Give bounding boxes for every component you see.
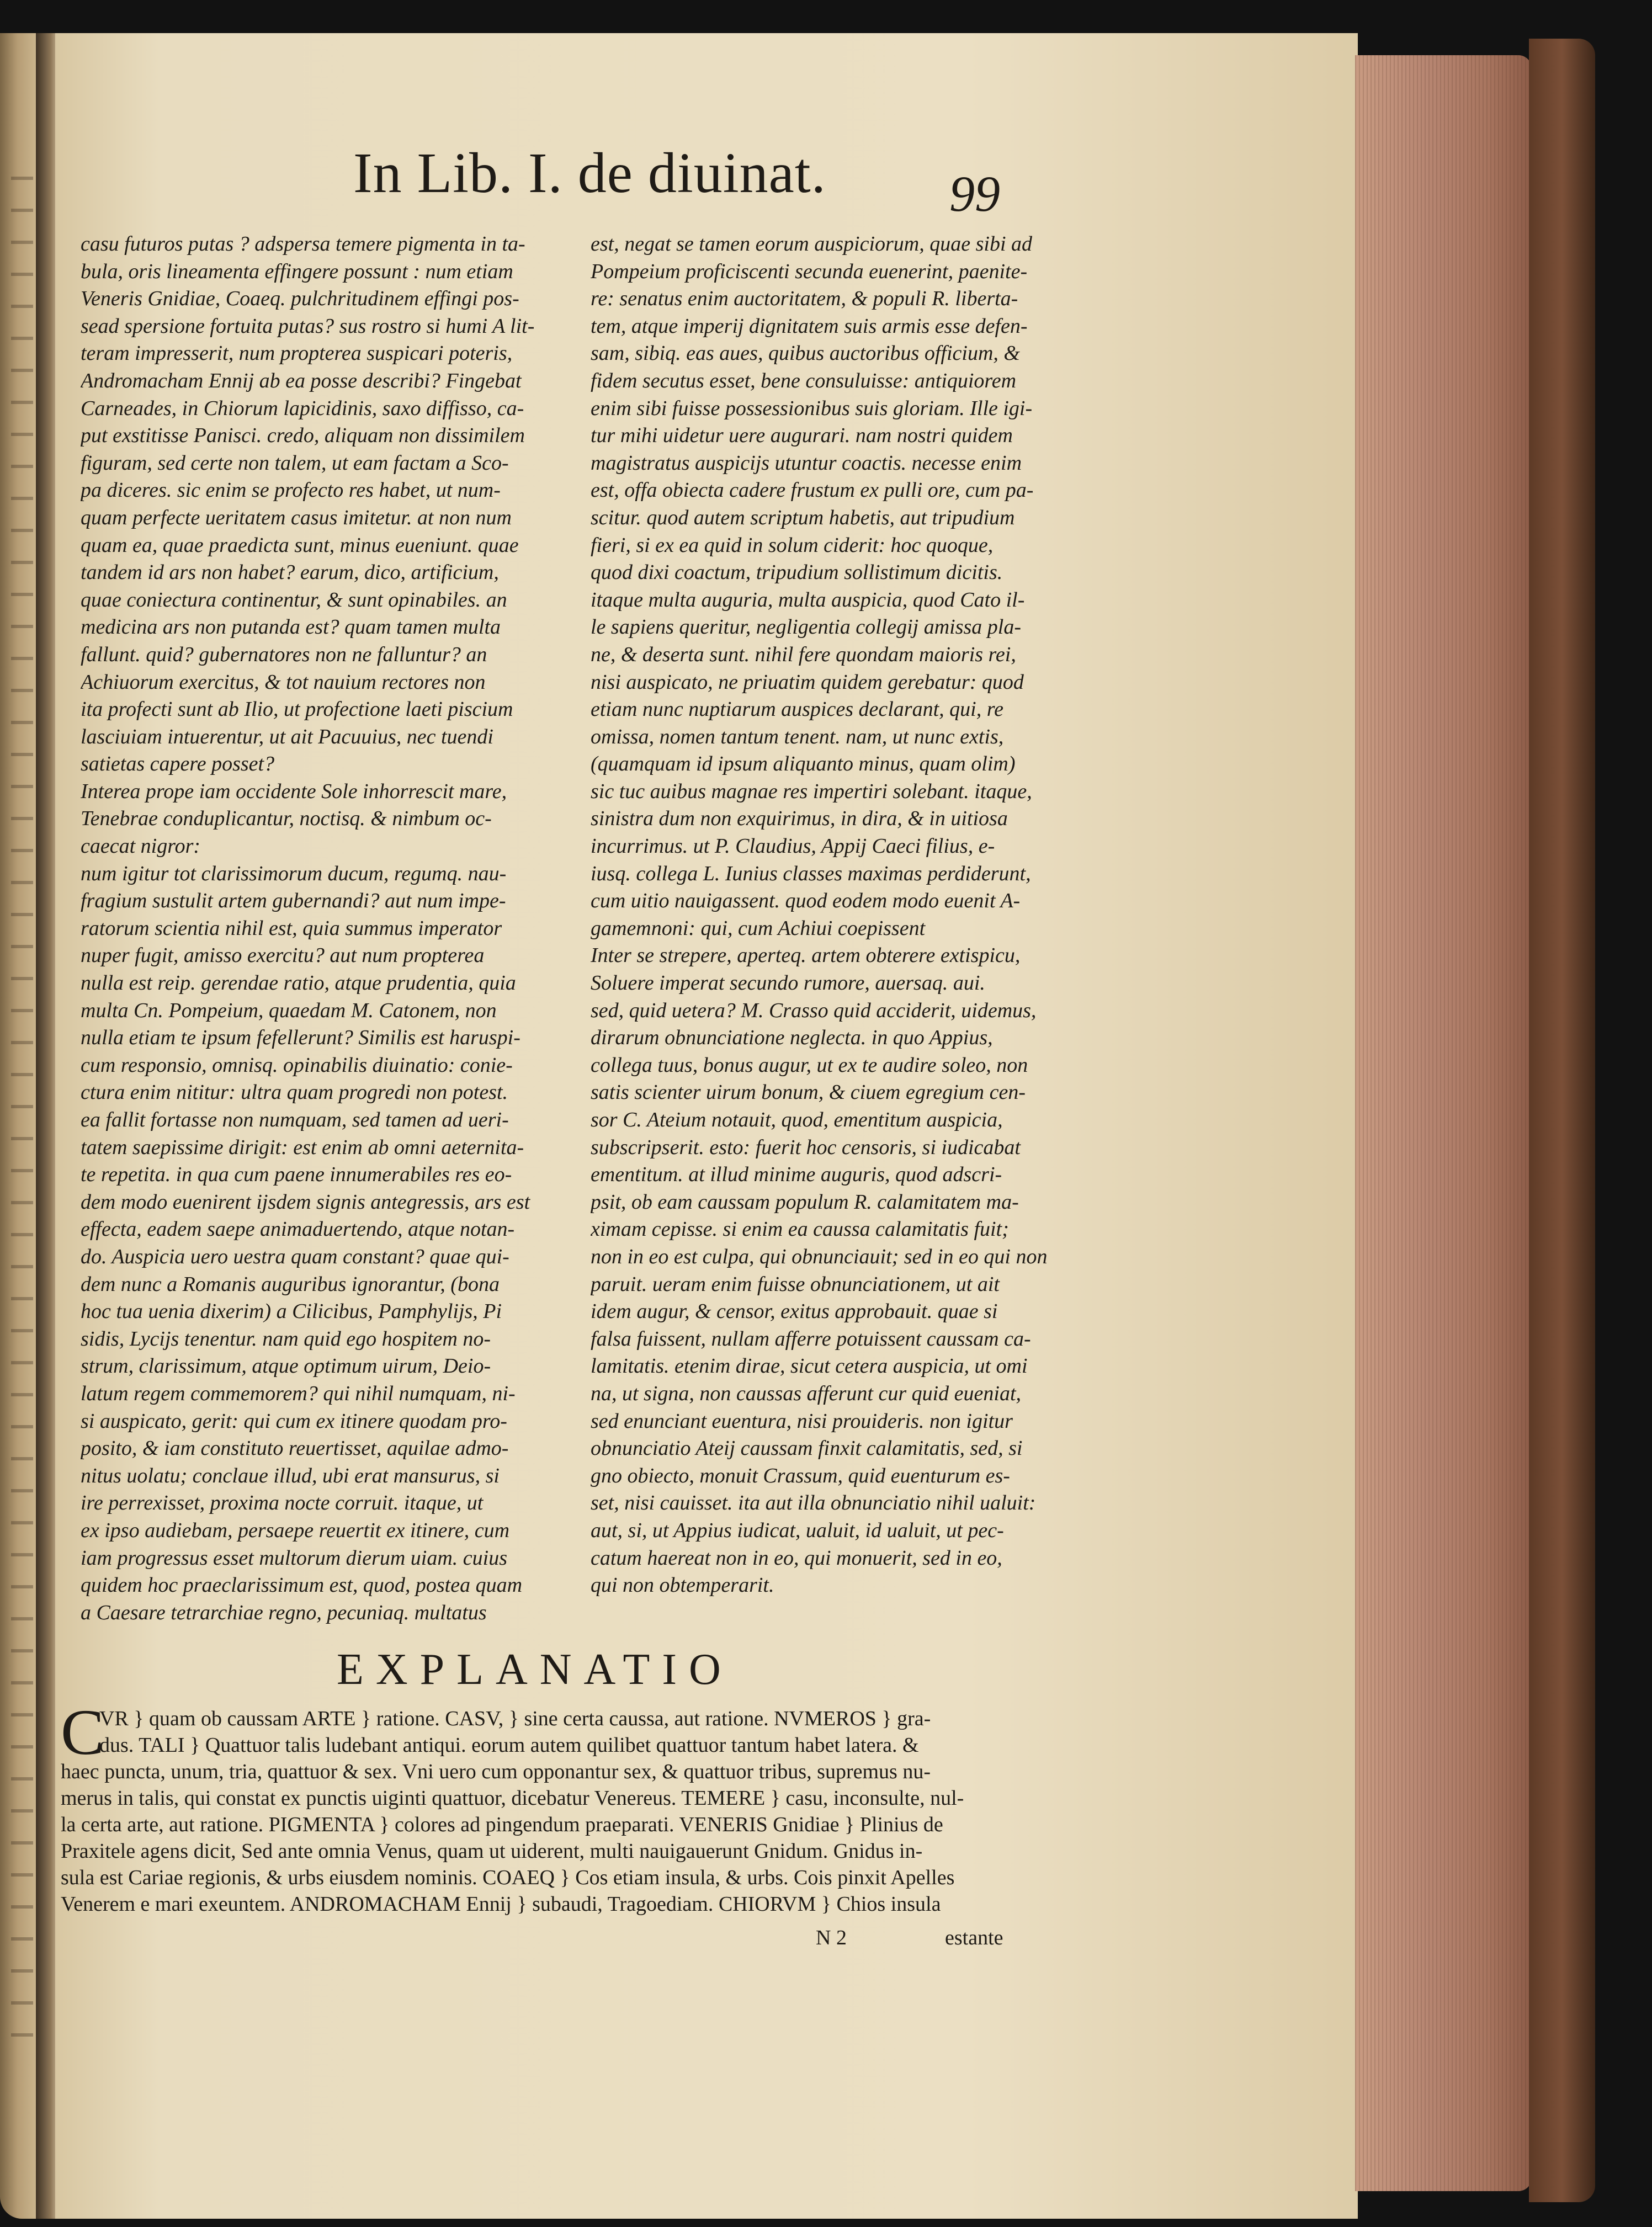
text-line: magistratus auspicijs utuntur coactis. necesse enim: [591, 451, 1022, 475]
text-line: etiam nunc nuptiarum auspices declarant, qui, re: [591, 698, 1003, 721]
text-line: Interea prope iam occidente Sole inhorrescit mare,: [81, 779, 507, 803]
text-line: itaque multa auguria, multa auspicia, quod Cato il-: [591, 588, 1025, 612]
text-line: ementitum. at illud minime auguris, quod adscri-: [591, 1163, 1002, 1187]
text-line: qui non obtemperarit.: [591, 1574, 774, 1597]
text-line: subscripserit. esto: fuerit hoc censoris, si iudicabat: [591, 1135, 1021, 1159]
text-line: medicina ars non putanda est? quam tamen multa: [81, 615, 501, 639]
text-line: sed, quid uetera? M. Crasso quid acciderit, uidemus,: [591, 998, 1037, 1022]
text-line: hoc tua uenia dixerim) a Cilicibus, Pamphylijs, Pi: [81, 1300, 502, 1324]
explanatio-heading: EXPLANATIO: [337, 1645, 733, 1694]
text-line: Inter se strepere, aperteq. artem obterere extispicu,: [591, 944, 1021, 968]
text-line: idem augur, & censor, exitus approbauit. quae si: [591, 1300, 998, 1324]
text-line: le sapiens queritur, negligentia collegij amissa pla-: [591, 615, 1021, 639]
text-line: nitus uolatu; conclaue illud, ubi erat mansurus, si: [81, 1464, 500, 1487]
text-line: caecat nigror:: [81, 835, 201, 858]
text-line: enim sibi fuisse possessionibus suis gloriam. Ille igi-: [591, 396, 1033, 420]
text-line: Soluere imperat secundo rumore, auersaq. aui.: [591, 971, 985, 995]
text-line: sula est Cariae regionis, & urbs eiusdem nominis. COAEQ } Cos etiam insula, & urbs. Cois pinxit Apelles: [61, 1866, 955, 1889]
text-line: tandem id ars non habet? earum, dico, artificium,: [81, 561, 499, 584]
text-line: sic tuc auibus magnae res impertiri solebant. itaque,: [591, 779, 1032, 803]
text-line: dem nunc a Romanis auguribus ignorantur, (bona: [81, 1272, 500, 1296]
text-line: est, negat se tamen eorum auspiciorum, quae sibi ad: [591, 232, 1033, 256]
text-line: do. Auspicia uero uestra quam constant? quae qui-: [81, 1245, 509, 1268]
text-line: fallunt. quid? gubernatores non ne falluntur? an: [81, 642, 487, 666]
text-line: falsa fuissent, nullam afferre potuissent caussam ca-: [591, 1327, 1031, 1351]
text-line: tem, atque imperij dignitatem suis armis esse defen-: [591, 314, 1028, 338]
text-line: Pompeium proficiscenti secunda euenerint, paenite-: [591, 259, 1028, 283]
text-line: est, offa obiecta cadere frustum ex pulli ore, cum pa-: [591, 479, 1034, 502]
text-line: haec puncta, unum, tria, quattuor & sex. Vni uero cum opponantur sex, & quattuor tribus, supremus nu-: [61, 1760, 931, 1783]
text-line: Achiuorum exercitus, & tot nauium rectores non: [81, 670, 486, 694]
text-line: scitur. quod autem scriptum habetis, aut tripudium: [591, 506, 1015, 529]
text-line: casu futuros putas ? adspersa temere pigmenta in ta-: [81, 232, 525, 256]
text-line: fidem secutus esset, bene consuluisse: antiquiorem: [591, 369, 1017, 392]
text-line: sidis, Lycijs tenentur. nam quid ego hospitem no-: [81, 1327, 491, 1351]
text-line: figuram, sed certe non talem, ut eam factam a Sco-: [81, 451, 509, 475]
text-line: teram impresserit, num propterea suspicari poteris,: [81, 342, 513, 365]
text-line: ita profecti sunt ab Ilio, ut profectione laeti piscium: [81, 698, 513, 721]
text-line: ea fallit fortasse non numquam, sed tamen ad ueri-: [81, 1108, 509, 1131]
running-head: In Lib. I. de diuinat.: [353, 141, 826, 205]
text-line: sinistra dum non exquirimus, in dira, & in uitiosa: [591, 807, 1008, 831]
text-line: omissa, nomen tantum tenent. nam, ut nunc extis,: [591, 725, 1004, 748]
text-line: nulla est reip. gerendae ratio, atque prudentia, quia: [81, 971, 516, 995]
text-line: quae coniectura continentur, & sunt opinabiles. an: [81, 588, 507, 612]
text-line: re: senatus enim auctoritatem, & populi R. liberta-: [591, 287, 1018, 311]
text-line: gno obiecto, monuit Crassum, quid euenturum es-: [591, 1464, 1010, 1487]
text-line: num igitur tot clarissimorum ducum, regumq. nau-: [81, 862, 507, 885]
text-line: sed enunciant euentura, nisi prouideris. non igitur: [591, 1409, 1013, 1433]
text-line: ne, & deserta sunt. nihil fere quondam maioris rei,: [591, 642, 1016, 666]
text-line: Praxitele agens dicit, Sed ante omnia Venus, quam ut uiderent, multi nauigauerunt Gnidum. Gnidus in-: [61, 1840, 923, 1863]
text-line: Tenebrae conduplicantur, noctisq. & nimbum oc-: [81, 807, 492, 831]
text-line: quam perfecte ueritatem casus imitetur. at non num: [81, 506, 512, 529]
text-line: obnunciatio Ateij caussam finxit calamitatis, sed, si: [591, 1437, 1023, 1460]
text-line: incurrimus. ut P. Claudius, Appij Caeci filius, e-: [591, 835, 995, 858]
text-line: merus in talis, qui constat ex punctis uiginti quattuor, dicebatur Venereus. TEMERE } casu, inconsulte, nul-: [61, 1787, 964, 1810]
text-line: set, nisi cauisset. ita aut illa obnunciatio nihil ualuit:: [591, 1491, 1036, 1515]
text-line: non in eo est culpa, qui obnunciauit; sed in eo qui non: [591, 1245, 1048, 1268]
text-line: lasciuiam intuerentur, ut ait Pacuuius, nec tuendi: [81, 725, 493, 748]
explanatio-commentary: [61, 1705, 1071, 1917]
text-line: a Caesare tetrarchiae regno, pecuniaq. multatus: [81, 1601, 487, 1624]
text-line: Veneris Gnidiae, Coaeq. pulchritudinem effingi pos-: [81, 287, 519, 311]
text-line: effecta, eadem saepe animaduertendo, atque notan-: [81, 1218, 515, 1241]
text-line: Carneades, in Chiorum lapicidinis, saxo diffisso, ca-: [81, 396, 524, 420]
text-line: sead spersione fortuita putas? sus rostro si humi A lit-: [81, 314, 535, 338]
text-line: quod dixi coactum, tripudium sollistimum dicitis.: [591, 561, 1003, 584]
text-line: Andromacham Ennij ab ea posse describi? Fingebat: [81, 369, 522, 392]
page-number: 99: [949, 166, 1000, 222]
text-line: iam progressus esset multorum dierum uiam. cuius: [81, 1546, 508, 1570]
text-line: sam, sibiq. eas aues, quibus auctoribus officium, &: [591, 342, 1020, 365]
text-line: dus. TALI } Quattuor talis ludebant antiqui. eorum autem quilibet quattuor tantum habet latera. &: [99, 1734, 919, 1757]
text-line: (quamquam id ipsum aliquanto minus, quam olim): [591, 752, 1016, 776]
text-line: paruit. ueram enim fuisse obnunciationem, ut ait: [591, 1272, 1000, 1296]
text-line: gamemnoni: qui, cum Achiui coepissent: [591, 916, 926, 940]
text-line: fieri, si ex ea quid in solum ciderit: hoc quoque,: [591, 533, 994, 557]
text-line: cum responsio, omnisq. opinabilis diuinatio: conie-: [81, 1053, 513, 1077]
text-line: strum, clarissimum, atque optimum uirum, Deio-: [81, 1354, 491, 1378]
text-line: la certa arte, aut ratione. PIGMENTA } colores ad pingendum praeparati. VENERIS Gnidiae } Plinius de: [61, 1813, 943, 1836]
text-line: ex ipso audiebam, persaepe reuertit ex itinere, cum: [81, 1518, 510, 1542]
text-line: dem modo euenirent ijsdem signis antegressis, ars est: [81, 1190, 530, 1214]
text-line: si auspicato, gerit: qui cum ex itinere quodam pro-: [81, 1409, 507, 1433]
main-text-left-column: [81, 231, 571, 1627]
text-line: multa Cn. Pompeium, quaedam M. Catonem, non: [81, 998, 497, 1022]
text-line: nuper fugit, amisso exercitu? aut num propterea: [81, 944, 485, 968]
text-line: nulla etiam te ipsum fefellerunt? Similis est haruspi-: [81, 1026, 520, 1050]
text-line: latum regem commemorem? qui nihil numquam, ni-: [81, 1381, 516, 1405]
text-line: ratorum scientia nihil est, quia summus imperator: [81, 916, 502, 940]
text-line: VR } quam ob caussam ARTE } ratione. CASV, } sine certa caussa, aut ratione. NVMEROS } gra-: [99, 1707, 931, 1730]
text-line: cum uitio nauigassent. quod eodem modo euenit A-: [591, 889, 1021, 913]
text-line: lamitatis. etenim dirae, sicut cetera auspicia, ut omi: [591, 1354, 1028, 1378]
drop-initial: C: [61, 1696, 104, 1768]
catchword: estante: [945, 1926, 1003, 1949]
text-line: Venerem e mari exeuntem. ANDROMACHAM Ennij } subaudi, Tragoediam. CHIORVM } Chios insula: [61, 1893, 941, 1916]
text-line: iusq. collega L. Iunius classes maximas perdiderunt,: [591, 862, 1031, 885]
text-line: collega tuus, bonus augur, ut ex te audire soleo, non: [591, 1053, 1028, 1077]
main-text-right-column: [591, 231, 1081, 1599]
text-line: ire perrexisset, proxima nocte corruit. itaque, ut: [81, 1491, 484, 1515]
text-line: quidem hoc praeclarissimum est, quod, postea quam: [81, 1574, 523, 1597]
text-line: quam ea, quae praedicta sunt, minus eueniunt. quae: [81, 533, 519, 557]
text-line: psit, ob eam caussam populum R. calamitatem ma-: [591, 1190, 1019, 1214]
text-line: aut, si, ut Appius iudicat, ualuit, id ualuit, ut pec-: [591, 1518, 1004, 1542]
text-line: bula, oris lineamenta effingere possunt : num etiam: [81, 259, 513, 283]
text-line: nisi auspicato, ne priuatim quidem gerebatur: quod: [591, 670, 1024, 694]
text-line: ximam cepisse. si enim ea caussa calamitatis fuit;: [591, 1218, 1009, 1241]
text-line: fragium sustulit artem gubernandi? aut num impe-: [81, 889, 506, 913]
signature-mark: N 2: [816, 1926, 847, 1949]
text-line: posito, & iam constituto reuertisset, aquilae admo-: [81, 1437, 509, 1460]
text-line: catum haereat non in eo, qui monuerit, sed in eo,: [591, 1546, 1002, 1570]
text-line: dirarum obnunciatione neglecta. in quo Appius,: [591, 1026, 993, 1050]
text-line: satietas capere posset?: [81, 752, 275, 776]
text-line: satis scienter uirum bonum, & ciuem egregium cen-: [591, 1081, 1026, 1104]
text-line: tur mihi uidetur uere augurari. nam nostri quidem: [591, 424, 1013, 448]
text-line: ctura enim nititur: ultra quam progredi non potest.: [81, 1081, 508, 1104]
text-line: put exstitisse Panisci. credo, aliquam non dissimilem: [81, 424, 525, 448]
text-line: te repetita. in qua cum paene innumerabiles res eo-: [81, 1163, 512, 1187]
text-line: na, ut signa, non caussas afferunt cur quid eueniat,: [591, 1381, 1022, 1405]
text-line: pa diceres. sic enim se profecto res habet, ut num-: [81, 479, 501, 502]
text-line: sor C. Ateium notauit, quod, ementitum auspicia,: [591, 1108, 1003, 1131]
text-line: tatem saepissime dirigit: est enim ab omni aeternita-: [81, 1135, 524, 1159]
